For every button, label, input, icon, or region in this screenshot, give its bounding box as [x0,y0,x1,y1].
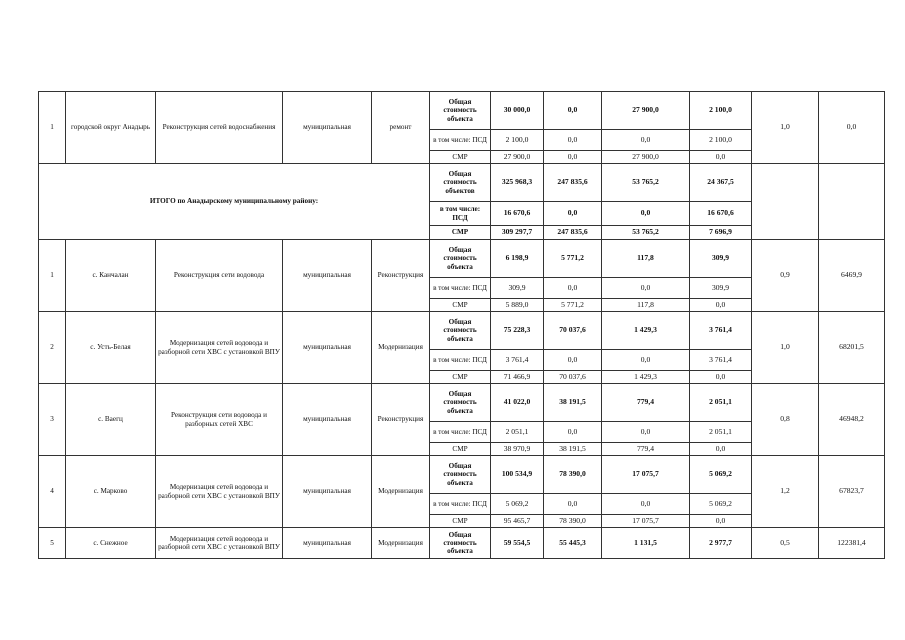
value-cell: 0,0 [690,151,752,164]
value-cell: 78 390,0 [544,456,602,494]
work-description: Реконструкция сети водовода и разборных сетей ХВС [156,384,283,456]
work-description: Реконструкция сетей водоснабжения [156,92,283,164]
value-cell: 779,4 [602,384,690,422]
value-cell: 1 429,3 [602,312,690,350]
value-cell: 17 075,7 [602,456,690,494]
value-cell: 117,8 [602,240,690,278]
summary-row [39,164,885,202]
psd-label: в том числе: ПСД [430,278,491,299]
value-cell: 38 191,5 [544,384,602,422]
value-cell: 247 835,6 [544,164,602,202]
value-cell: 0,0 [544,202,602,226]
work-kind: Реконструкция [372,240,430,312]
summary-label: ИТОГО по Анадырскому муниципальному району: [39,164,430,240]
last-value: 67823,7 [819,456,885,528]
ownership: муниципальная [283,240,372,312]
total-label: Общая стоимость объекта [430,312,491,350]
value-cell: 2 051,1 [491,422,544,443]
value-cell: 27 900,0 [491,151,544,164]
value-cell: 0,0 [544,151,602,164]
value-cell: 24 367,5 [690,164,752,202]
work-description: Модернизация сетей водовода и разборной сети ХВС с установкой ВПУ [156,312,283,384]
value-cell: 325 968,3 [491,164,544,202]
last-value: 6469,9 [819,240,885,312]
value-cell: 75 228,3 [491,312,544,350]
row-number: 1 [39,92,66,164]
value-cell: 70 037,6 [544,371,602,384]
smr-label: СМР [430,443,491,456]
budget-table [38,91,885,559]
value-cell: 2 051,1 [690,384,752,422]
value-cell: 30 000,0 [491,92,544,130]
value-cell: 1 429,3 [602,371,690,384]
value-cell: 0,0 [690,299,752,312]
value-cell: 0,0 [690,443,752,456]
work-kind: ремонт [372,92,430,164]
value-cell: 6 198,9 [491,240,544,278]
value-cell: 0,0 [544,494,602,515]
ownership: муниципальная [283,456,372,528]
smr-label: СМР [430,226,491,240]
value-cell: 95 465,7 [491,515,544,528]
coefficient: 1,0 [752,312,819,384]
smr-label: СМР [430,299,491,312]
value-cell: 27 900,0 [602,92,690,130]
value-cell: 7 696,9 [690,226,752,240]
table-row [39,528,885,559]
value-cell: 3 761,4 [491,350,544,371]
value-cell: 5 069,2 [690,456,752,494]
row-number: 1 [39,240,66,312]
value-cell: 78 390,0 [544,515,602,528]
value-cell: 0,0 [690,515,752,528]
psd-label: в том числе: ПСД [430,494,491,515]
empty-cell [819,164,885,240]
last-value: 46948,2 [819,384,885,456]
work-description: Модернизация сетей водовода и разборной сети ХВС с установкой ВПУ [156,456,283,528]
smr-label: СМР [430,371,491,384]
empty-cell [752,164,819,240]
value-cell: 2 051,1 [690,422,752,443]
ownership: муниципальная [283,312,372,384]
value-cell: 309,9 [690,278,752,299]
ownership: муниципальная [283,92,372,164]
value-cell: 5 771,2 [544,299,602,312]
value-cell: 779,4 [602,443,690,456]
work-kind: Модернизация [372,528,430,559]
total-label: Общая стоимость объекта [430,92,491,130]
value-cell: 0,0 [602,350,690,371]
work-description: Модернизация сетей водовода и разборной сети ХВС с установкой ВПУ [156,528,283,559]
coefficient: 0,9 [752,240,819,312]
table-row [39,384,885,422]
value-cell: 41 022,0 [491,384,544,422]
coefficient: 1,2 [752,456,819,528]
table-row [39,92,885,130]
value-cell: 55 445,3 [544,528,602,559]
value-cell: 2 100,0 [690,92,752,130]
value-cell: 0,0 [602,130,690,151]
row-number: 5 [39,528,66,559]
value-cell: 100 534,9 [491,456,544,494]
settlement-name: с. Марково [66,456,156,528]
row-number: 4 [39,456,66,528]
row-number: 3 [39,384,66,456]
value-cell: 27 900,0 [602,151,690,164]
value-cell: 309,9 [491,278,544,299]
settlement-name: с. Канчалан [66,240,156,312]
coefficient: 1,0 [752,92,819,164]
value-cell: 38 191,5 [544,443,602,456]
table-row [39,240,885,278]
value-cell: 0,0 [602,278,690,299]
settlement-name: городской округ Анадырь [66,92,156,164]
value-cell: 0,0 [544,350,602,371]
value-cell: 5 771,2 [544,240,602,278]
value-cell: 59 554,5 [491,528,544,559]
value-cell: 5 889,0 [491,299,544,312]
coefficient: 0,5 [752,528,819,559]
value-cell: 53 765,2 [602,164,690,202]
value-cell: 1 131,5 [602,528,690,559]
smr-label: СМР [430,515,491,528]
value-cell: 247 835,6 [544,226,602,240]
value-cell: 0,0 [544,130,602,151]
total-label: Общая стоимость объекта [430,384,491,422]
value-cell: 0,0 [602,202,690,226]
total-label: Общая стоимость объекта [430,528,491,559]
ownership: муниципальная [283,384,372,456]
value-cell: 5 069,2 [491,494,544,515]
settlement-name: с. Усть-Белая [66,312,156,384]
value-cell: 0,0 [602,494,690,515]
value-cell: 0,0 [544,422,602,443]
value-cell: 2 100,0 [690,130,752,151]
value-cell: 0,0 [544,278,602,299]
table-row [39,456,885,494]
value-cell: 0,0 [602,422,690,443]
settlement-name: с. Снежное [66,528,156,559]
value-cell: 309 297,7 [491,226,544,240]
settlement-name: с. Ваегц [66,384,156,456]
value-cell: 16 670,6 [690,202,752,226]
value-cell: 38 970,9 [491,443,544,456]
psd-label: в том числе: ПСД [430,350,491,371]
value-cell: 3 761,4 [690,350,752,371]
work-kind: Модернизация [372,312,430,384]
value-cell: 17 075,7 [602,515,690,528]
work-description: Реконструкция сети водовода [156,240,283,312]
psd-label: в том числе: ПСД [430,130,491,151]
value-cell: 0,0 [544,92,602,130]
value-cell: 2 100,0 [491,130,544,151]
value-cell: 53 765,2 [602,226,690,240]
value-cell: 117,8 [602,299,690,312]
psd-label: в том числе: ПСД [430,422,491,443]
value-cell: 16 670,6 [491,202,544,226]
psd-label: в том числе: ПСД [430,202,491,226]
value-cell: 2 977,7 [690,528,752,559]
smr-label: СМР [430,151,491,164]
last-value: 0,0 [819,92,885,164]
value-cell: 70 037,6 [544,312,602,350]
last-value: 122381,4 [819,528,885,559]
work-kind: Реконструкция [372,384,430,456]
value-cell: 5 069,2 [690,494,752,515]
total-label: Общая стоимость объекта [430,240,491,278]
coefficient: 0,8 [752,384,819,456]
value-cell: 3 761,4 [690,312,752,350]
ownership: муниципальная [283,528,372,559]
total-label: Общая стоимость объекта [430,456,491,494]
value-cell: 71 466,9 [491,371,544,384]
value-cell: 0,0 [690,371,752,384]
work-kind: Модернизация [372,456,430,528]
last-value: 68201,5 [819,312,885,384]
total-label: Общая стоимость объектов [430,164,491,202]
value-cell: 309,9 [690,240,752,278]
row-number: 2 [39,312,66,384]
table-row [39,312,885,350]
